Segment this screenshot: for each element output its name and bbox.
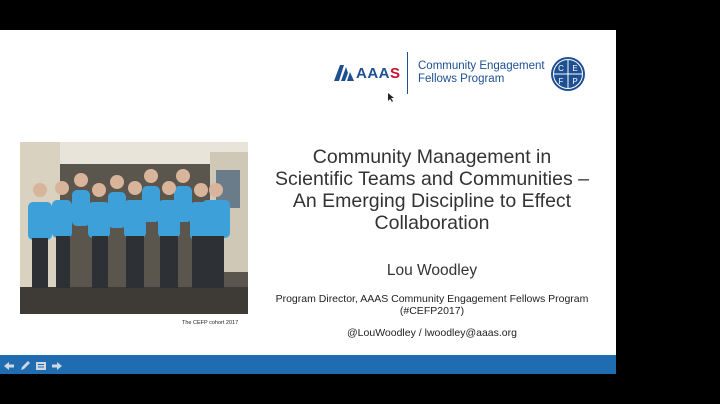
slideshow-bottom-bar xyxy=(0,355,616,374)
role-line-1: Program Director, AAAS Community Engagement Fellows Program xyxy=(275,293,589,305)
cefp-badge-icon xyxy=(550,56,586,92)
title-line-1: Community Management in xyxy=(312,146,552,168)
logo-divider xyxy=(407,52,408,94)
badge-letter-p: P xyxy=(572,77,578,86)
author-contact: @LouWoodley / lwoodley@aaas.org xyxy=(347,327,517,339)
badge-letter-e: E xyxy=(572,64,578,73)
presentation-slide xyxy=(0,30,616,355)
title-line-3: An Emerging Discipline to Effect xyxy=(292,190,572,212)
role-line-2: (#CEFP2017) xyxy=(399,305,465,317)
title-line-2: Scientific Teams and Communities – xyxy=(275,168,589,190)
title-line-4: Collaboration xyxy=(374,212,490,234)
program-name xyxy=(418,60,545,86)
program-name-line1: Community Engagement xyxy=(418,60,545,72)
aaas-logo xyxy=(334,54,401,92)
cohort-photo-image xyxy=(20,142,248,314)
slideshow-controls xyxy=(3,358,67,371)
program-name-line2: Fellows Program xyxy=(418,73,505,85)
next-arrow-icon[interactable] xyxy=(51,359,63,371)
slides-menu-icon[interactable] xyxy=(35,359,47,371)
aaas-wordmark: AAAS xyxy=(356,64,401,82)
slide-title xyxy=(262,146,602,234)
author-name: Lou Woodley xyxy=(386,262,478,279)
aaas-mark-icon xyxy=(334,65,354,81)
author-role xyxy=(262,293,602,317)
pen-icon[interactable] xyxy=(19,359,31,371)
photo-caption: The CEFP cohort 2017 xyxy=(182,320,239,326)
badge-letter-f: F xyxy=(558,77,564,86)
cohort-photo xyxy=(20,142,248,314)
mouse-cursor-icon xyxy=(388,93,394,102)
badge-letter-c: C xyxy=(558,64,564,73)
prev-arrow-icon[interactable] xyxy=(3,359,15,371)
